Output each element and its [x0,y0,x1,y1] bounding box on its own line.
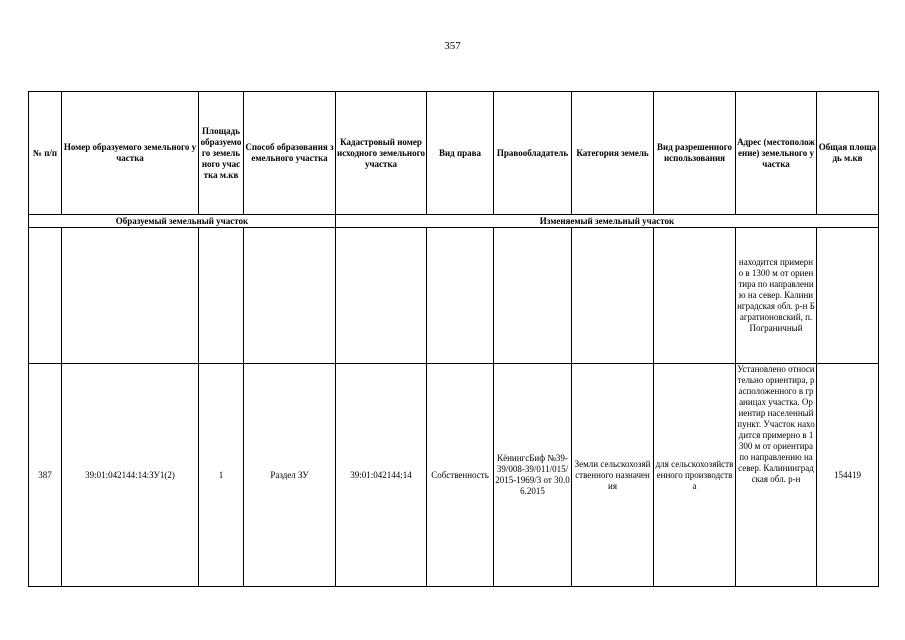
section-formed: Образуемый земельный участок [29,215,336,228]
cell-total-area [817,228,879,364]
cell-permitted-use [654,228,736,364]
cell-address: Установлено относительно ориентира, расположенного в границах участка. Ориентир населенный пункт. Участок находится примерно в 1300 м от ориентира по направлению на север. Калининградская обл. р-н [736,364,817,587]
cell-category [572,228,654,364]
land-plots-table [28,91,879,587]
cell-holder [494,228,572,364]
header-permitted-use: Вид разрешенного использования [654,92,736,215]
cell-permitted-use: для сельскохозяйственного производства [654,364,736,587]
page-number: 357 [444,40,461,52]
header-total-area: Общая площадь м.кв [817,92,879,215]
cell-total-area: 154419 [817,364,879,587]
cell-method [244,228,336,364]
header-address: Адрес (местоположение) земельного участка [736,92,817,215]
header-cadastral: Кадастровый номер исходного земельного участка [336,92,427,215]
cell-plot-number: 39:01:042144:14:ЗУ1(2) [62,364,199,587]
header-method: Способ образования земельного участка [244,92,336,215]
cell-area: 1 [199,364,244,587]
table-row [29,364,879,587]
cell-holder: КёнингсБиф №39-39/008-39/011/015/2015-1969/3 от 30.06.2015 [494,364,572,587]
cell-right-type [427,228,494,364]
header-holder: Правообладатель [494,92,572,215]
header-num: № п/п [29,92,62,215]
section-row [29,215,879,228]
header-plot-number: Номер образуемого земельного участка [62,92,199,215]
cell-cadastral [336,228,427,364]
cell-num [29,228,62,364]
table-row [29,228,879,364]
cell-cadastral: 39:01:042144:14 [336,364,427,587]
cell-address: находится примерно в 1300 м от ориентира по направлению на север. Калининградская обл. р-н Багратионовский, п. Пограничный [736,228,817,364]
cell-num: 387 [29,364,62,587]
cell-area [199,228,244,364]
cell-category: Земли сельскохозяйственного назначения [572,364,654,587]
cell-plot-number [62,228,199,364]
cell-method: Раздел ЗУ [244,364,336,587]
header-category: Категория земель [572,92,654,215]
header-right-type: Вид права [427,92,494,215]
header-area: Площадь образуемого земельного участка м.кв [199,92,244,215]
cell-right-type: Собственность [427,364,494,587]
table-header-row [29,92,879,215]
section-changed: Изменяемый земельный участок [336,215,879,228]
